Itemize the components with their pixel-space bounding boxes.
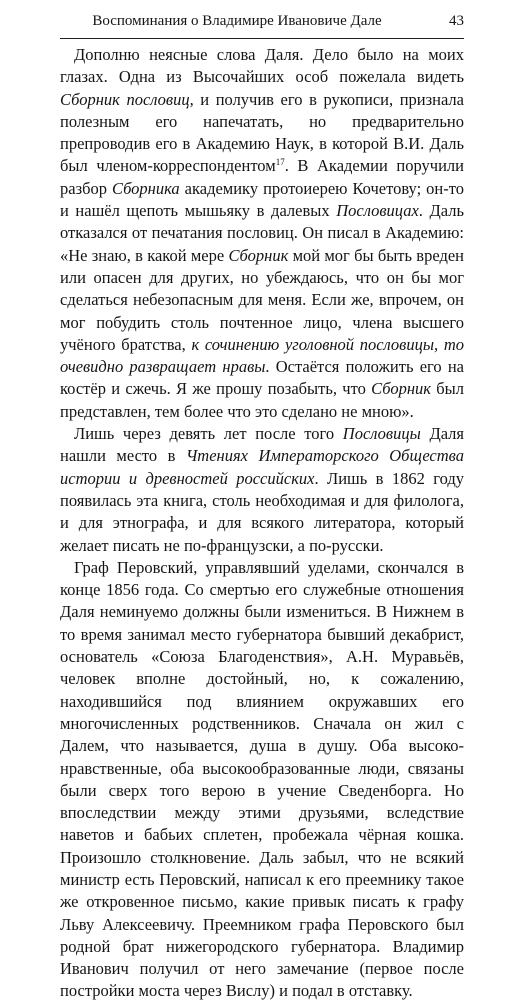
italic-text: Сборник пословиц [60,89,190,109]
running-title: Воспоминания о Владимире Ивановиче Дале [92,13,382,29]
italic-text: Сборник [371,379,431,399]
text-run: . Остаётся положить его на костёр и сжечь. Я же прошу позабыть, что [60,357,464,399]
footnote-ref: 17 [275,157,285,168]
italic-text: Сборник [228,245,289,265]
header-rule [60,38,464,39]
text-run: Граф Перовский, управлявший уделами, скончался в конце 1856 года. Со смертью его служебные отношения Даля неминуемо должны были измениться. В Нижнем в то время занимал место губернатора бывший декабрист, основатель «Союза Благоденствия», А.Н. Муравьёв, человек вполне достойный, но, к сожалению, находившийся под влиянием окружавших его многочисленных родственников. Сначала он жил с Далем, что называется, душа в душу. Оба высоко-нравственные, оба высокообразованные люди, связаны были сверх того верою в учение Сведенборга. Но впоследствии между этими друзьями, вследствие наветов и бабьих сплетен, пробежала чёрная кошка. Произошло столкновение. Даль забыл, что не всякий министр есть Перовский, написал к его преемнику такое же откровенное письмо, какие привык писать к графу Льву Алексеевичу. Преемником графа Перовского был родной брат нижегородского губернатора. Владимир Иванович получил от него замечание (первое после постройки моста через Вислу) и подал в отставку. [60,557,464,1001]
italic-text: Чтениях Императорского Общества истории и древностей российских [60,446,464,488]
text-run: мой мог бы быть вреден или опасен для других, но убеждаюсь, что он бы мог сделаться небезопасным для меня. Если же, впрочем, он мог побудить столь почтенное лицо, члена высшего учёного братства, [60,245,465,354]
text-run: , и получив его в рукописи, признала полезным его напечатать, но предварительно препроводив его в Академию Наук, в которой В.И. Даль был членом-корреспондентом [60,89,464,176]
text-run: Дополню неясные слова Даля. Дело было на моих глазах. Одна из Высочайших особ пожелала видеть [60,45,464,87]
running-header [60,10,464,32]
paragraph [60,44,464,423]
page-number: 43 [449,13,464,29]
text-run: академику протоиерею Кочетову; он-то и нашёл щепоть мышьяку в далевых [60,178,464,221]
text-run: . В Академии поручили разбор [60,156,464,198]
italic-text: Пословицы [342,424,421,444]
text-run: Даля нашли место в [60,424,464,466]
body-text [60,44,464,1003]
italic-text: Сборника [111,178,180,198]
paragraph [60,423,464,557]
text-run: . Даль отказался от печатания пословиц. Он писал в Академию: «Не знаю, в какой мере [60,201,465,265]
italic-text: Пословицах [336,201,419,221]
italic-text: к сочинению уголовной пословицы, то очевидно развращает нравы [60,334,464,377]
text-run: был представлен, тем более что это сделано не мною». [60,379,464,421]
text-run: Лишь через девять лет после того [74,424,343,444]
paragraph [60,557,464,1003]
text-run: . Лишь в 1862 году появилась эта книга, столь необходимая и для филолога, и для этнографа, и для всякого литератора, который желает писать не по-французски, а по-русски. [60,468,464,555]
